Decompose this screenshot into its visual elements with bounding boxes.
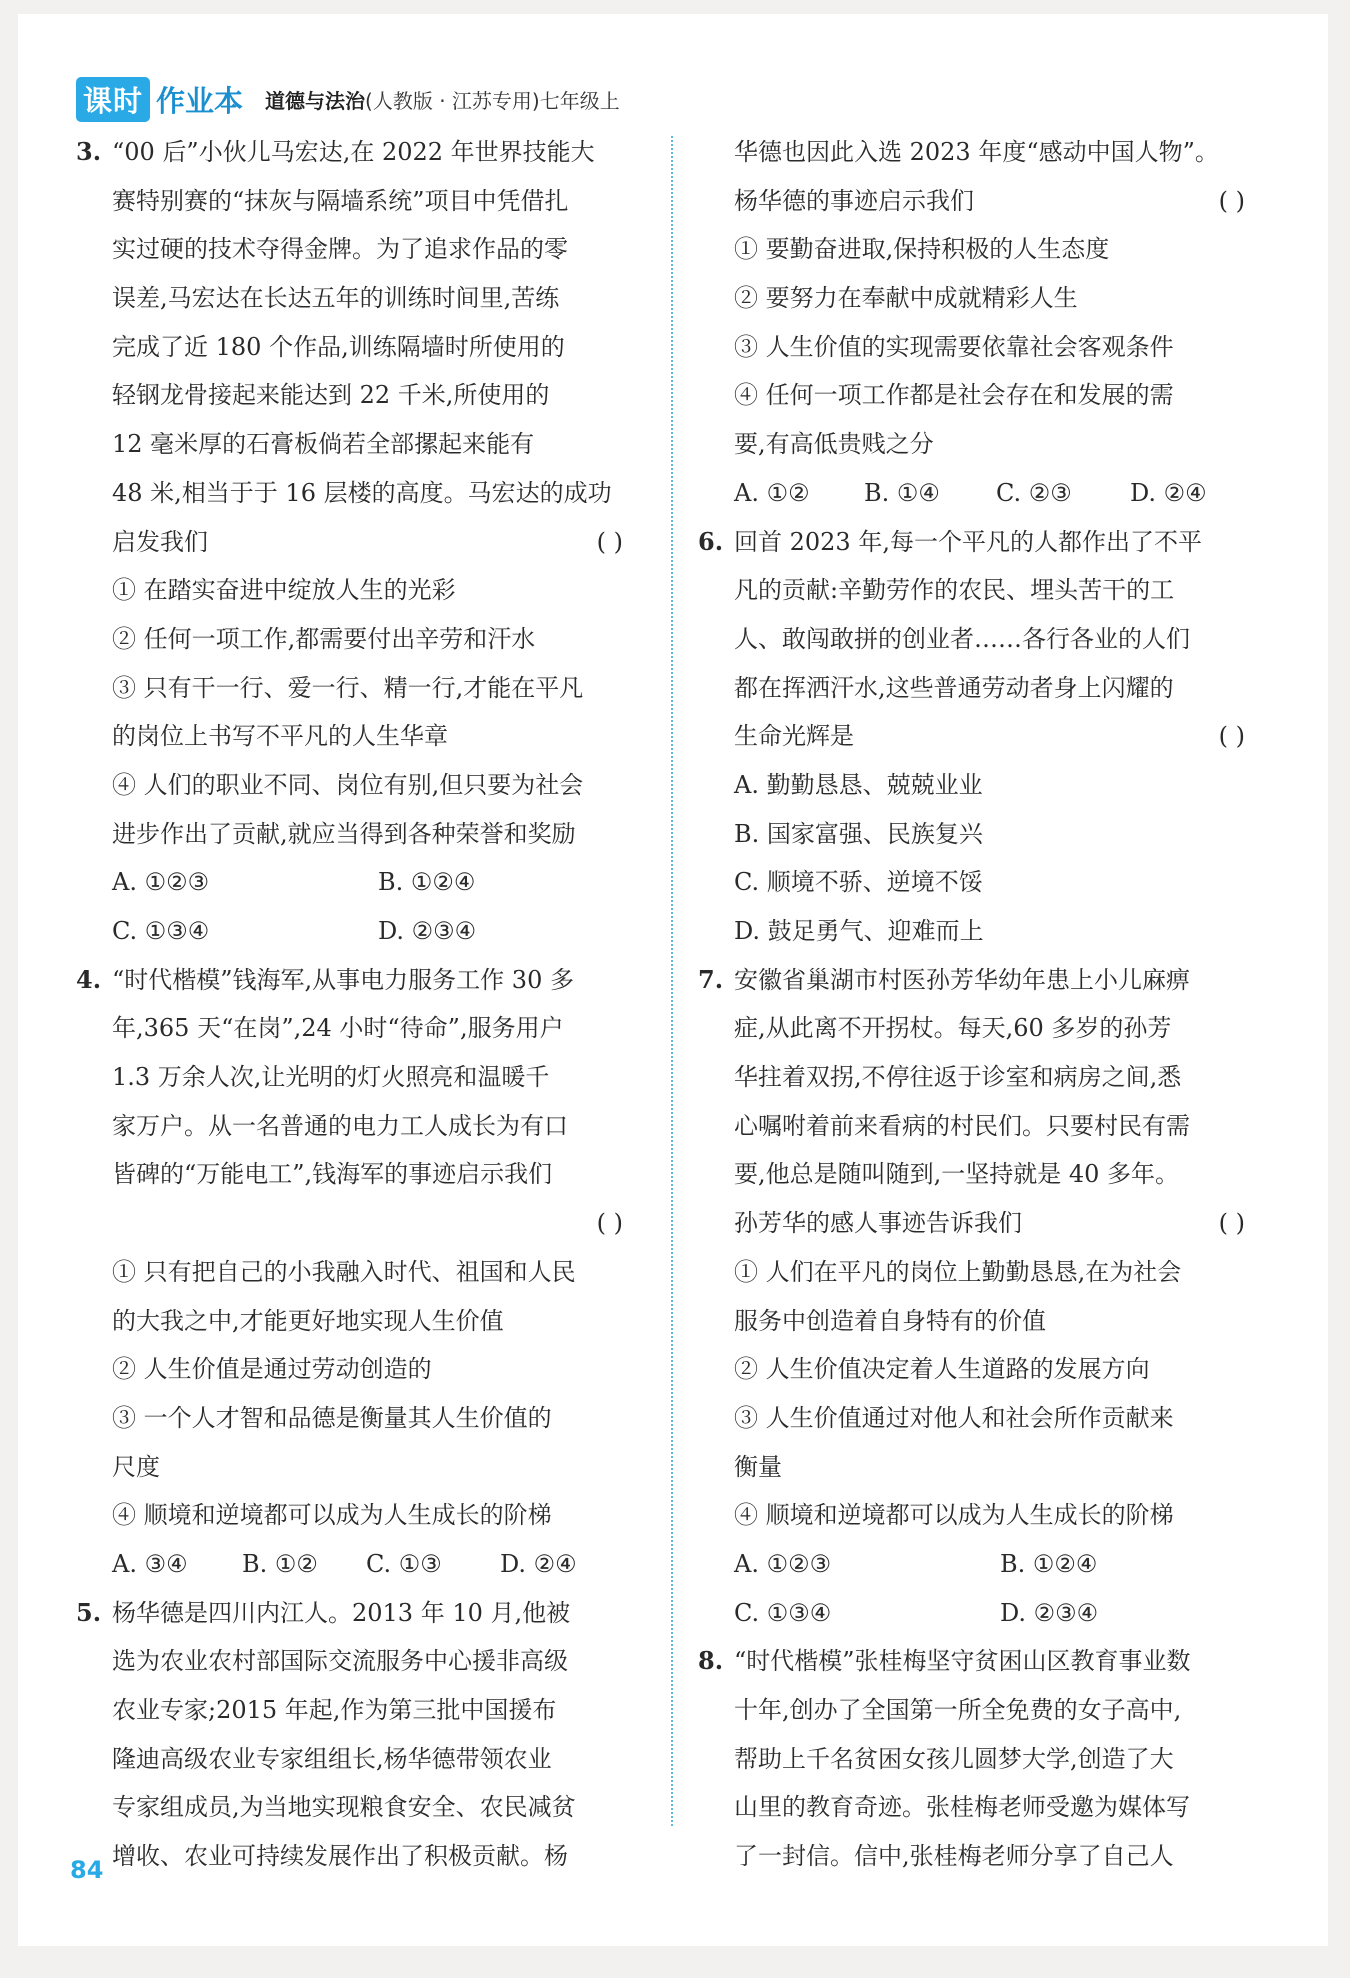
page-number: 84 xyxy=(70,1856,104,1884)
option-b[interactable]: B. 国家富强、民族复兴 xyxy=(734,819,983,848)
question-text-line: 误差,马宏达在长达五年的训练时间里,苦练 xyxy=(112,284,560,313)
question-text-line: 山里的教育奇迹。张桂梅老师受邀为媒体写 xyxy=(734,1793,1190,1822)
question-number: 5. xyxy=(76,1597,102,1627)
statement: 的岗位上书写不平凡的人生华章 xyxy=(112,722,448,751)
statement: ④ 顺境和逆境都可以成为人生成长的阶梯 xyxy=(734,1501,1174,1530)
question-text-line: 症,从此离不开拐杖。每天,60 多岁的孙芳 xyxy=(734,1014,1172,1043)
statement: ② 人生价值决定着人生道路的发展方向 xyxy=(734,1355,1150,1384)
option-c[interactable]: C. 顺境不骄、逆境不馁 xyxy=(734,868,983,897)
answer-bracket[interactable]: ( ) xyxy=(1218,1209,1245,1238)
statement: 衡量 xyxy=(734,1452,782,1481)
question-text-line: 完成了近 180 个作品,训练隔墙时所使用的 xyxy=(112,332,565,361)
statement: ② 任何一项工作,都需要付出辛劳和汗水 xyxy=(112,624,536,653)
statement: ③ 只有干一行、爱一行、精一行,才能在平凡 xyxy=(112,673,584,702)
question-text-line: “时代楷模”张桂梅坚守贫困山区教育事业数 xyxy=(734,1647,1191,1676)
question-text-line: 要,他总是随叫随到,一坚持就是 40 多年。 xyxy=(734,1160,1180,1189)
question-7 xyxy=(698,956,1253,1638)
option-a[interactable]: A. ①②③ xyxy=(734,1549,832,1578)
question-text-line: 了一封信。信中,张桂梅老师分享了自己人 xyxy=(734,1842,1174,1871)
question-6 xyxy=(698,518,1253,956)
question-5 xyxy=(76,1589,631,1881)
answer-bracket[interactable]: ( ) xyxy=(596,527,623,556)
answer-bracket[interactable]: ( ) xyxy=(1218,722,1245,751)
option-a[interactable]: A. ①② xyxy=(734,478,810,507)
question-number: 7. xyxy=(698,964,724,994)
option-d[interactable]: D. ②④ xyxy=(500,1549,577,1578)
edition-label: (人教版 · 江苏专用)七年级上 xyxy=(365,88,620,113)
statement: 进步作出了贡献,就应当得到各种荣誉和奖励 xyxy=(112,819,576,848)
question-text-line: 年,365 天“在岗”,24 小时“待命”,服务用户 xyxy=(112,1014,564,1043)
question-text-line: 杨华德是四川内江人。2013 年 10 月,他被 xyxy=(112,1598,571,1627)
question-text-line: 十年,创办了全国第一所全免费的女子高中, xyxy=(734,1696,1182,1724)
question-text-line: 增收、农业可持续发展作出了积极贡献。杨 xyxy=(112,1842,568,1871)
question-text-line: “00 后”小伙儿马宏达,在 2022 年世界技能大 xyxy=(112,138,595,166)
question-text-line: 选为农业农村部国际交流服务中心援非高级 xyxy=(112,1647,568,1676)
logo-text: 作业本 xyxy=(156,83,244,118)
question-text-line: 心嘱咐着前来看病的村民们。只要村民有需 xyxy=(734,1111,1190,1140)
statement: ① 只有把自己的小我融入时代、祖国和人民 xyxy=(112,1257,576,1286)
option-d[interactable]: D. 鼓足勇气、迎难而上 xyxy=(734,917,984,945)
answer-bracket[interactable]: ( ) xyxy=(1218,186,1245,215)
page-header xyxy=(76,76,620,122)
question-number: 6. xyxy=(698,526,724,556)
option-d[interactable]: D. ②③④ xyxy=(378,917,477,945)
question-text-line: 隆迪高级农业专家组组长,杨华德带领农业 xyxy=(112,1744,552,1773)
option-b[interactable]: B. ①④ xyxy=(864,478,940,507)
question-text-line: 皆碑的“万能电工”,钱海军的事迹启示我们 xyxy=(112,1160,553,1189)
question-text-line: 专家组成员,为当地实现粮食安全、农民减贫 xyxy=(112,1793,576,1822)
statement: ④ 人们的职业不同、岗位有别,但只要为社会 xyxy=(112,770,584,799)
question-text-line: 启发我们 xyxy=(112,527,208,556)
question-number: 4. xyxy=(76,964,102,994)
question-text-line: 凡的贡献:辛勤劳作的农民、埋头苦干的工 xyxy=(734,576,1175,605)
question-text-line: 赛特别赛的“抹灰与隔墙系统”项目中凭借扎 xyxy=(112,186,569,215)
option-c[interactable]: C. ①③④ xyxy=(112,917,210,945)
option-d[interactable]: D. ②④ xyxy=(1130,478,1207,507)
option-d[interactable]: D. ②③④ xyxy=(1000,1598,1099,1627)
statement: 要,有高低贵贱之分 xyxy=(734,430,934,459)
question-text-line: 轻钢龙骨接起来能达到 22 千米,所使用的 xyxy=(112,381,550,410)
question-text-line: 华拄着双拐,不停往返于诊室和病房之间,悉 xyxy=(734,1063,1182,1092)
question-text-line: 实过硬的技术夺得金牌。为了追求作品的零 xyxy=(112,235,568,264)
statement: ③ 人生价值的实现需要依靠社会客观条件 xyxy=(734,332,1174,361)
question-text-line: 家万户。从一名普通的电力工人成长为有口 xyxy=(112,1111,568,1140)
question-text-line: “时代楷模”钱海军,从事电力服务工作 30 多 xyxy=(112,965,574,994)
question-3 xyxy=(76,128,631,956)
question-text-line: 孙芳华的感人事迹告诉我们 xyxy=(734,1209,1022,1238)
right-column xyxy=(698,128,1253,1881)
question-text-line: 人、敢闯敢拼的创业者……各行各业的人们 xyxy=(734,624,1190,653)
question-text-line: 1.3 万余人次,让光明的灯火照亮和温暖千 xyxy=(112,1063,550,1092)
question-4 xyxy=(76,956,631,1589)
question-8 xyxy=(698,1637,1253,1880)
statement: ④ 任何一项工作都是社会存在和发展的需 xyxy=(734,381,1174,410)
subject-title: 道德与法治 xyxy=(265,88,366,113)
question-number: 8. xyxy=(698,1646,724,1676)
option-a[interactable]: A. ③④ xyxy=(112,1549,188,1578)
option-c[interactable]: C. ①③④ xyxy=(734,1598,832,1627)
column-divider xyxy=(671,136,673,1826)
statement: ① 人们在平凡的岗位上勤勤恳恳,在为社会 xyxy=(734,1257,1182,1286)
question-text-line: 生命光辉是 xyxy=(734,722,854,751)
question-text-line: 华德也因此入选 2023 年度“感动中国人物”。 xyxy=(734,138,1219,166)
option-a[interactable]: A. 勤勤恳恳、兢兢业业 xyxy=(734,770,983,799)
statement: ② 人生价值是通过劳动创造的 xyxy=(112,1355,432,1384)
option-c[interactable]: C. ①③ xyxy=(366,1549,442,1578)
option-a[interactable]: A. ①②③ xyxy=(112,868,210,897)
page xyxy=(18,14,1328,1946)
option-b[interactable]: B. ①②④ xyxy=(1000,1549,1098,1578)
answer-bracket[interactable]: ( ) xyxy=(596,1209,623,1238)
statement: 的大我之中,才能更好地实现人生价值 xyxy=(112,1306,504,1335)
question-text-line: 安徽省巢湖市村医孙芳华幼年患上小儿麻痹 xyxy=(734,965,1190,994)
question-5-continued xyxy=(698,128,1253,518)
question-text-line: 帮助上千名贫困女孩儿圆梦大学,创造了大 xyxy=(734,1744,1174,1773)
option-c[interactable]: C. ②③ xyxy=(996,478,1072,507)
statement: ① 要勤奋进取,保持积极的人生态度 xyxy=(734,235,1110,264)
statement: ④ 顺境和逆境都可以成为人生成长的阶梯 xyxy=(112,1501,552,1530)
statement: ③ 人生价值通过对他人和社会所作贡献来 xyxy=(734,1403,1174,1432)
logo-badge: 课时 xyxy=(76,77,150,122)
statement: ③ 一个人才智和品德是衡量其人生价值的 xyxy=(112,1403,552,1432)
question-text-line: 12 毫米厚的石膏板倘若全部摞起来能有 xyxy=(112,430,535,459)
question-number: 3. xyxy=(76,137,102,166)
book-logo xyxy=(76,77,243,122)
question-text-line: 杨华德的事迹启示我们 xyxy=(734,186,974,215)
left-column xyxy=(76,128,631,1881)
statement: 服务中创造着自身特有的价值 xyxy=(734,1306,1046,1335)
statement: 尺度 xyxy=(112,1452,160,1481)
question-text-line: 都在挥洒汗水,这些普通劳动者身上闪耀的 xyxy=(734,673,1174,702)
question-text-line: 农业专家;2015 年起,作为第三批中国援布 xyxy=(112,1696,557,1724)
statement: ① 在踏实奋进中绽放人生的光彩 xyxy=(112,576,456,605)
question-text-line: 48 米,相当于于 16 层楼的高度。马宏达的成功 xyxy=(112,478,612,507)
statement: ② 要努力在奉献中成就精彩人生 xyxy=(734,284,1078,313)
question-text-line: 回首 2023 年,每一个平凡的人都作出了不平 xyxy=(734,527,1202,556)
option-b[interactable]: B. ①②④ xyxy=(378,868,476,897)
option-b[interactable]: B. ①② xyxy=(242,1549,318,1578)
